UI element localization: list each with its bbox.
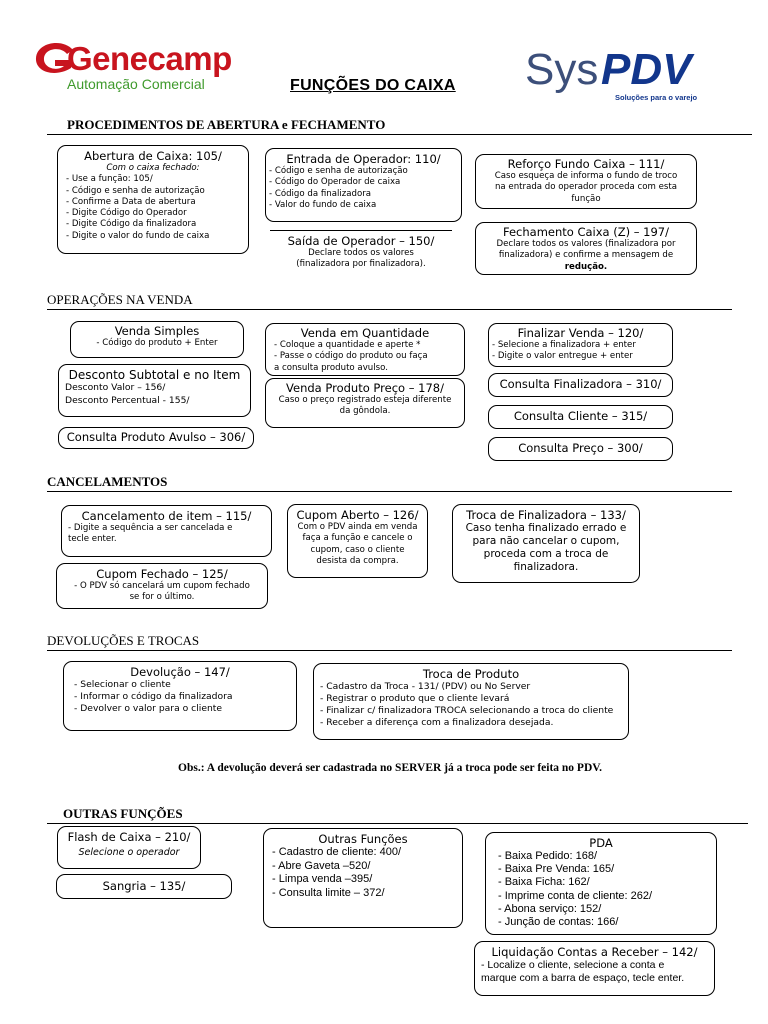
cancelamento-item-card	[61, 505, 272, 557]
section-outras-funcoes: OUTRAS FUNÇÕES	[47, 806, 748, 824]
liquidacao-title: Liquidação Contas a Receber – 142/	[491, 945, 698, 959]
fechamento-text: Declare todos os valores (finalizadora por finalizadora) e confirme a mensagem de redução.	[496, 239, 676, 272]
outras-title: Outras Funções	[318, 832, 408, 846]
devolucao-item: - Informar o código da finalizadora	[74, 691, 233, 702]
entrada-item: - Código e senha de autorização	[269, 166, 408, 176]
entrada-title: Entrada de Operador: 110/	[286, 152, 441, 166]
troca-final-text: Caso tenha finalizado errado e para não cancelar o cupom, proceda com a troca de finalizadora.	[465, 522, 627, 573]
pda-item: - Baixa Ficha: 162/	[498, 876, 590, 889]
abertura-item: - Digite Código da finalizadora	[66, 219, 197, 230]
troca-produto-title: Troca de Produto	[422, 667, 520, 681]
reforco-title: Reforço Fundo Caixa – 111/	[507, 157, 665, 171]
venda-qtd-text: - Coloque a quantidade e aperte * - Passe o código do produto ou faça a consulta produto avulso.	[274, 340, 428, 373]
cupom-fechado-text: - O PDV só cancelará um cupom fechado se for o último.	[74, 581, 250, 603]
reforco-text: Caso esqueça de informa o fundo de troco na entrada do operador proceda com esta função	[494, 171, 678, 204]
desconto-valor: Desconto Valor – 156/	[65, 382, 166, 393]
syspdv-sys: Sys	[525, 45, 599, 94]
pda-item: - Baixa Pre Venda: 165/	[498, 863, 615, 876]
devolucao-title: Devolução – 147/	[130, 665, 230, 679]
consulta-preco-card	[488, 437, 673, 461]
abertura-item: - Digite Código do Operador	[66, 208, 187, 219]
abertura-item: - Digite o valor do fundo de caixa	[66, 230, 210, 241]
saida-text: Declare todos os valores (finalizadora por finalizadora).	[296, 248, 426, 270]
troca-produto-item: - Registrar o produto que o cliente levará	[320, 693, 510, 704]
syspdv-tagline: Soluções para o varejo	[615, 93, 698, 102]
venda-simples-card	[70, 321, 244, 358]
saida-title: Saída de Operador – 150/	[287, 234, 435, 248]
section-cancelamentos: CANCELAMENTOS	[47, 474, 732, 492]
consulta-finalizadora-card	[488, 373, 673, 397]
pda-title: PDA	[589, 836, 613, 850]
abertura-item: - Código e senha de autorização	[66, 185, 205, 196]
outras-item: - Limpa venda –395/	[272, 873, 373, 885]
pda-item: - Baixa Pedido: 168/	[498, 850, 598, 862]
venda-preco-text: Caso o preço registrado esteja diferente da gôndola.	[278, 395, 452, 417]
outras-item: - Cadastro de cliente: 400/	[272, 846, 402, 858]
consulta-cliente-card	[488, 405, 673, 429]
fechamento-caixa-card	[475, 222, 697, 275]
pda-item: - Junção de contas: 166/	[498, 916, 619, 929]
consulta-avulso-title: Consulta Produto Avulso – 306/	[66, 430, 246, 444]
finalizar-venda-card	[488, 323, 673, 367]
page-title: FUNÇÕES DO CAIXA	[290, 77, 456, 94]
finalizar-title: Finalizar Venda – 120/	[517, 326, 644, 340]
abertura-subtitle: Com o caixa fechado:	[106, 163, 200, 173]
venda-quantidade-card	[265, 323, 465, 376]
obs-note: Obs.: A devolução deverá ser cadastrada no SERVER já a troca pode ser feita no PDV.	[178, 762, 602, 774]
venda-qtd-title: Venda em Quantidade	[300, 326, 430, 340]
devolucao-item: - Selecionar o cliente	[74, 679, 171, 690]
consulta-preco-title: Consulta Preço – 300/	[518, 441, 643, 455]
desconto-title: Desconto Subtotal e no Item	[68, 368, 241, 382]
outras-funcoes-card	[263, 828, 463, 928]
entrada-item: - Código do Operador de caixa	[269, 177, 401, 188]
consulta-cliente-title: Consulta Cliente – 315/	[513, 409, 648, 423]
consulta-produto-avulso-card	[58, 427, 254, 449]
abertura-item: - Confirme a Data de abertura	[66, 196, 196, 207]
section-devolucoes-trocas: DEVOLUÇÕES E TROCAS	[47, 633, 732, 651]
pda-item: - Abona serviço: 152/	[498, 902, 602, 915]
cupom-aberto-text: Com o PDV ainda em venda faça a função e cancele o cupom, caso o cliente desista da compra.	[297, 522, 418, 566]
troca-produto-item: - Cadastro da Troca - 131/ (PDV) ou No Server	[320, 681, 531, 692]
troca-final-title: Troca de Finalizadora – 133/	[466, 508, 626, 522]
finalizar-text: - Selecione a finalizadora + enter - Digite o valor entregue + enter	[492, 340, 636, 362]
liquidacao-text: - Localize o cliente, selecione a conta e marque com a barra de espaço, tecle enter.	[481, 959, 685, 984]
cupom-fechado-card	[56, 563, 268, 609]
outras-item: - Abre Gaveta –520/	[272, 859, 371, 872]
devolucao-card	[63, 661, 297, 731]
venda-simples-title: Venda Simples	[114, 324, 200, 338]
section-abertura-fechamento: PROCEDIMENTOS DE ABERTURA e FECHAMENTO	[47, 117, 752, 135]
consulta-finalizadora-title: Consulta Finalizadora – 310/	[499, 377, 662, 391]
pda-item: - Imprime conta de cliente: 262/	[498, 889, 653, 902]
outras-item: - Consulta limite – 372/	[272, 886, 385, 899]
syspdv-pdv: PDV	[601, 45, 692, 94]
entrada-operador-card	[265, 148, 462, 222]
devolucao-item: - Devolver o valor para o cliente	[74, 703, 223, 714]
troca-produto-item: - Finalizar c/ finalizadora TROCA selecionando a troca do cliente	[320, 705, 614, 716]
cupom-fechado-title: Cupom Fechado – 125/	[96, 567, 228, 581]
section-operacoes-venda: OPERAÇÕES NA VENDA	[47, 292, 732, 310]
canc-item-text: - Digite a sequência a ser cancelada e tecle enter.	[68, 523, 233, 545]
pda-card	[485, 832, 717, 935]
venda-simples-text: - Código do produto + Enter	[96, 338, 218, 348]
canc-item-title: Cancelamento de item – 115/	[81, 509, 252, 523]
flash-title: Flash de Caixa – 210/	[67, 830, 191, 844]
abertura-caixa-card	[57, 145, 249, 254]
genecamp-subtitle: Automação Comercial	[67, 76, 205, 92]
abertura-title: Abertura de Caixa: 105/	[84, 149, 222, 163]
reforco-fundo-card	[475, 154, 697, 209]
sangria-card	[56, 874, 232, 899]
venda-produto-preco-card	[265, 378, 465, 428]
fechamento-title: Fechamento Caixa (Z) – 197/	[502, 225, 669, 239]
entrada-item: - Valor do fundo de caixa	[269, 199, 377, 210]
flash-text: Selecione o operador	[78, 847, 180, 858]
desconto-percentual: Desconto Percentual - 155/	[65, 394, 190, 406]
entrada-item: - Código da finalizadora	[269, 188, 372, 199]
flash-caixa-card	[57, 826, 201, 869]
troca-produto-item: - Receber a diferença com a finalizadora desejada.	[320, 717, 554, 728]
genecamp-name: Genecamp	[67, 40, 232, 77]
troca-finalizadora-card	[452, 504, 640, 583]
venda-preco-title: Venda Produto Preço – 178/	[286, 381, 444, 395]
liquidacao-card	[474, 941, 715, 996]
saida-operador-block	[270, 230, 452, 271]
genecamp-logo	[33, 40, 263, 95]
abertura-item: - Use a função: 105/	[66, 174, 153, 185]
troca-produto-card	[313, 663, 629, 740]
sangria-title: Sangria – 135/	[102, 879, 186, 893]
desconto-card	[58, 364, 251, 417]
cupom-aberto-card	[287, 504, 428, 578]
syspdv-logo	[525, 46, 745, 106]
cupom-aberto-title: Cupom Aberto – 126/	[296, 508, 419, 522]
